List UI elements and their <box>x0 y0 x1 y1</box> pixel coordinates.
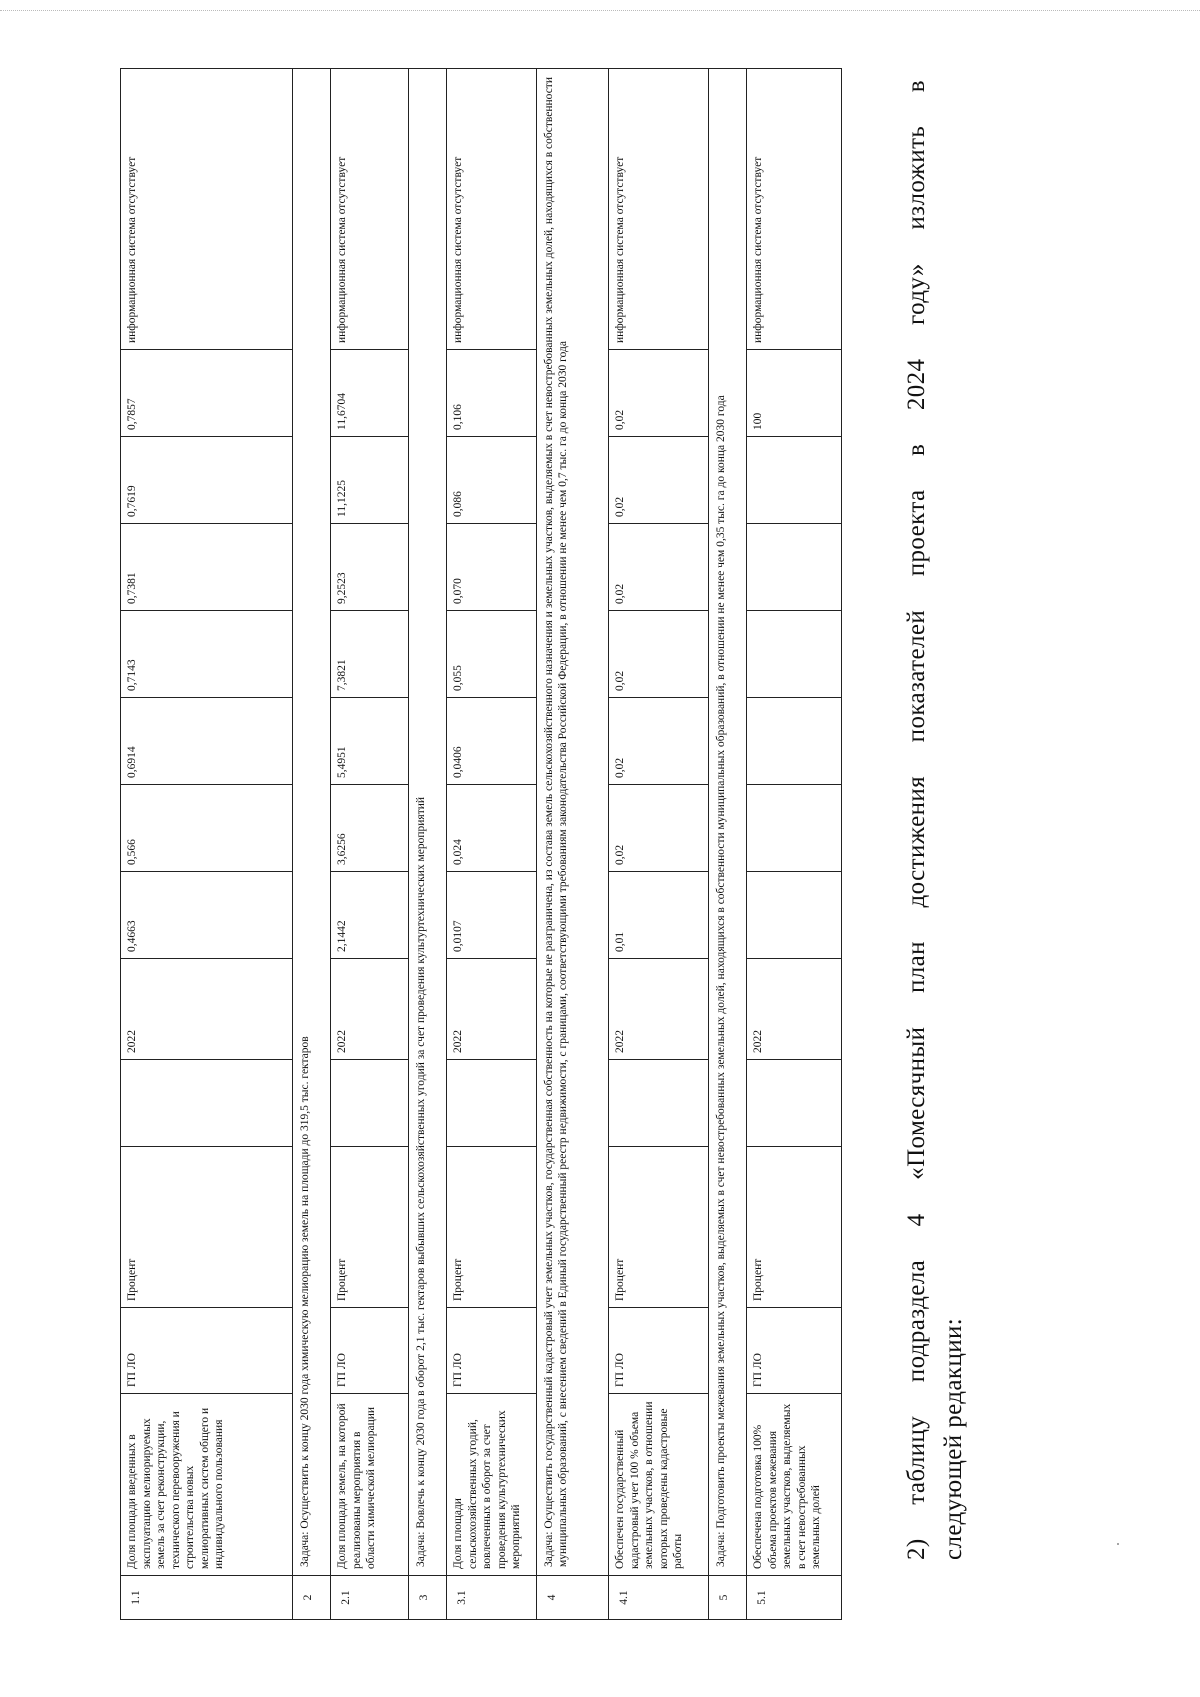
row-number-cell: 4 <box>537 1576 609 1620</box>
target-value-cell: 0,106 <box>447 350 537 437</box>
base-year-cell: 2022 <box>447 959 537 1060</box>
target-value-cell <box>747 524 842 611</box>
task-text-cell: Задача: Осуществить к концу 2030 года химическую мелиорацию земель на площади до 319,5 тыс. гектаров <box>293 69 331 1576</box>
row-number-cell: 5.1 <box>747 1576 842 1620</box>
target-value-cell: 0,6914 <box>121 698 293 785</box>
indicator-row <box>609 69 709 1620</box>
info-system-cell: информационная система отсутствует <box>447 69 537 350</box>
row-number-cell: 1.1 <box>121 1576 293 1620</box>
unit-cell: Процент <box>747 1147 842 1308</box>
target-value-cell: 100 <box>747 350 842 437</box>
indicator-name-cell: Доля площади введенных в эксплуатацию мелиорируемых земель за счет реконструкции, технического перевооружения и строительства новых мелиоративных систем общего и индивидуального пользования <box>121 1394 293 1576</box>
indicator-level-cell: ГП ЛО <box>331 1308 409 1394</box>
target-value-cell: 0,02 <box>609 611 709 698</box>
indicator-name-cell: Доля площади сельскохозяйственных угодий, вовлеченных в оборот за счет проведения культуртехнических мероприятий <box>447 1394 537 1576</box>
target-value-cell: 0,7857 <box>121 350 293 437</box>
base-year-cell: 2022 <box>121 959 293 1060</box>
target-value-cell: 9,2523 <box>331 524 409 611</box>
target-value-cell: 0,4663 <box>121 872 293 959</box>
task-row <box>709 69 747 1620</box>
indicator-row <box>121 69 293 1620</box>
indicator-level-cell: ГП ЛО <box>609 1308 709 1394</box>
base-year-cell: 2022 <box>609 959 709 1060</box>
target-value-cell <box>747 611 842 698</box>
indicator-row <box>747 69 842 1620</box>
base-year-cell: 2022 <box>331 959 409 1060</box>
task-row <box>293 69 331 1620</box>
unit-cell: Процент <box>609 1147 709 1308</box>
task-row <box>409 69 447 1620</box>
target-value-cell: 0,086 <box>447 437 537 524</box>
row-number-cell: 2 <box>293 1576 331 1620</box>
unit-cell: Процент <box>331 1147 409 1308</box>
target-value-cell: 0,01 <box>609 872 709 959</box>
target-value-cell: 5,4951 <box>331 698 409 785</box>
target-value-cell: 11,6704 <box>331 350 409 437</box>
task-text-cell: Задача: Осуществить государственный кадастровый учет земельных участков, государственная собственность на которые не разграничена, из состава земель сельскохозяйственного назначения и земельных участков, выделяемых в счет невостребованных земельных долей, находящихся в собственности муниципальных образований, с внесением сведений в Единый государственный реестр недвижимости, с границами, соответствующими требованиям законодательства Российской Федерации, в отношении не менее чем 0,7 тыс. га до конца 2030 года <box>537 69 609 1576</box>
row-number-cell: 2.1 <box>331 1576 409 1620</box>
target-value-cell <box>747 698 842 785</box>
base-value-cell <box>331 1060 409 1147</box>
target-value-cell: 11,1225 <box>331 437 409 524</box>
indicator-row <box>447 69 537 1620</box>
indicator-name-cell: Обеспечен государственный кадастровый учет 100 % объема земельных участков, в отношении которых проведены кадастровые работы <box>609 1394 709 1576</box>
info-system-cell: информационная система отсутствует <box>609 69 709 350</box>
scan-speck <box>1117 1543 1119 1545</box>
target-value-cell: 0,7143 <box>121 611 293 698</box>
indicators-table <box>120 68 842 1620</box>
indicator-level-cell: ГП ЛО <box>447 1308 537 1394</box>
target-value-cell <box>747 872 842 959</box>
target-value-cell: 0,02 <box>609 437 709 524</box>
paragraph-line-2: следующей редакции: <box>940 1317 967 1560</box>
scan-top-border <box>0 10 1200 11</box>
target-value-cell: 0,024 <box>447 785 537 872</box>
target-value-cell: 0,02 <box>609 698 709 785</box>
base-value-cell <box>609 1060 709 1147</box>
base-year-cell: 2022 <box>747 959 842 1060</box>
base-value-cell <box>447 1060 537 1147</box>
base-value-cell <box>121 1060 293 1147</box>
row-number-cell: 3 <box>409 1576 447 1620</box>
task-row <box>537 69 609 1620</box>
target-value-cell: 0,7381 <box>121 524 293 611</box>
indicator-level-cell: ГП ЛО <box>121 1308 293 1394</box>
base-value-cell <box>747 1060 842 1147</box>
unit-cell: Процент <box>121 1147 293 1308</box>
target-value-cell: 2,1442 <box>331 872 409 959</box>
indicator-name-cell: Доля площади земель, на которой реализованы мероприятия в области химической мелиорации <box>331 1394 409 1576</box>
info-system-cell: информационная система отсутствует <box>121 69 293 350</box>
unit-cell: Процент <box>447 1147 537 1308</box>
info-system-cell: информационная система отсутствует <box>747 69 842 350</box>
target-value-cell <box>747 785 842 872</box>
indicator-row <box>331 69 409 1620</box>
row-number-cell: 3.1 <box>447 1576 537 1620</box>
target-value-cell: 0,0107 <box>447 872 537 959</box>
target-value-cell: 0,566 <box>121 785 293 872</box>
target-value-cell: 0,070 <box>447 524 537 611</box>
target-value-cell: 3,6256 <box>331 785 409 872</box>
target-value-cell: 0,02 <box>609 785 709 872</box>
indicator-name-cell: Обеспечена подготовка 100% объема проектов межевания земельных участков, выделяемых в счет невостребованных земельных долей <box>747 1394 842 1576</box>
row-number-cell: 4.1 <box>609 1576 709 1620</box>
paragraph-line-1: 2) таблицу подраздела 4 «Помесячный план достижения показателей проекта в 2024 году» изложить в <box>903 80 930 1560</box>
target-value-cell: 0,02 <box>609 524 709 611</box>
target-value-cell <box>747 437 842 524</box>
row-number-cell: 5 <box>709 1576 747 1620</box>
indicator-level-cell: ГП ЛО <box>747 1308 842 1394</box>
target-value-cell: 0,055 <box>447 611 537 698</box>
rotated-page <box>0 60 1060 1620</box>
target-value-cell: 0,02 <box>609 350 709 437</box>
info-system-cell: информационная система отсутствует <box>331 69 409 350</box>
target-value-cell: 0,7619 <box>121 437 293 524</box>
target-value-cell: 0,0406 <box>447 698 537 785</box>
task-text-cell: Задача: Подготовить проекты межевания земельных участков, выделяемых в счет невостребованных земельных долей, находящихся в собственности муниципальных образований, в отношении не менее чем 0,35 тыс. га до конца 2030 года <box>709 69 747 1576</box>
task-text-cell: Задача: Вовлечь к концу 2030 года в оборот 2,1 тыс. гектаров выбывших сельскохозяйственных угодий за счет проведения культуртехнических мероприятий <box>409 69 447 1576</box>
target-value-cell: 7,3821 <box>331 611 409 698</box>
